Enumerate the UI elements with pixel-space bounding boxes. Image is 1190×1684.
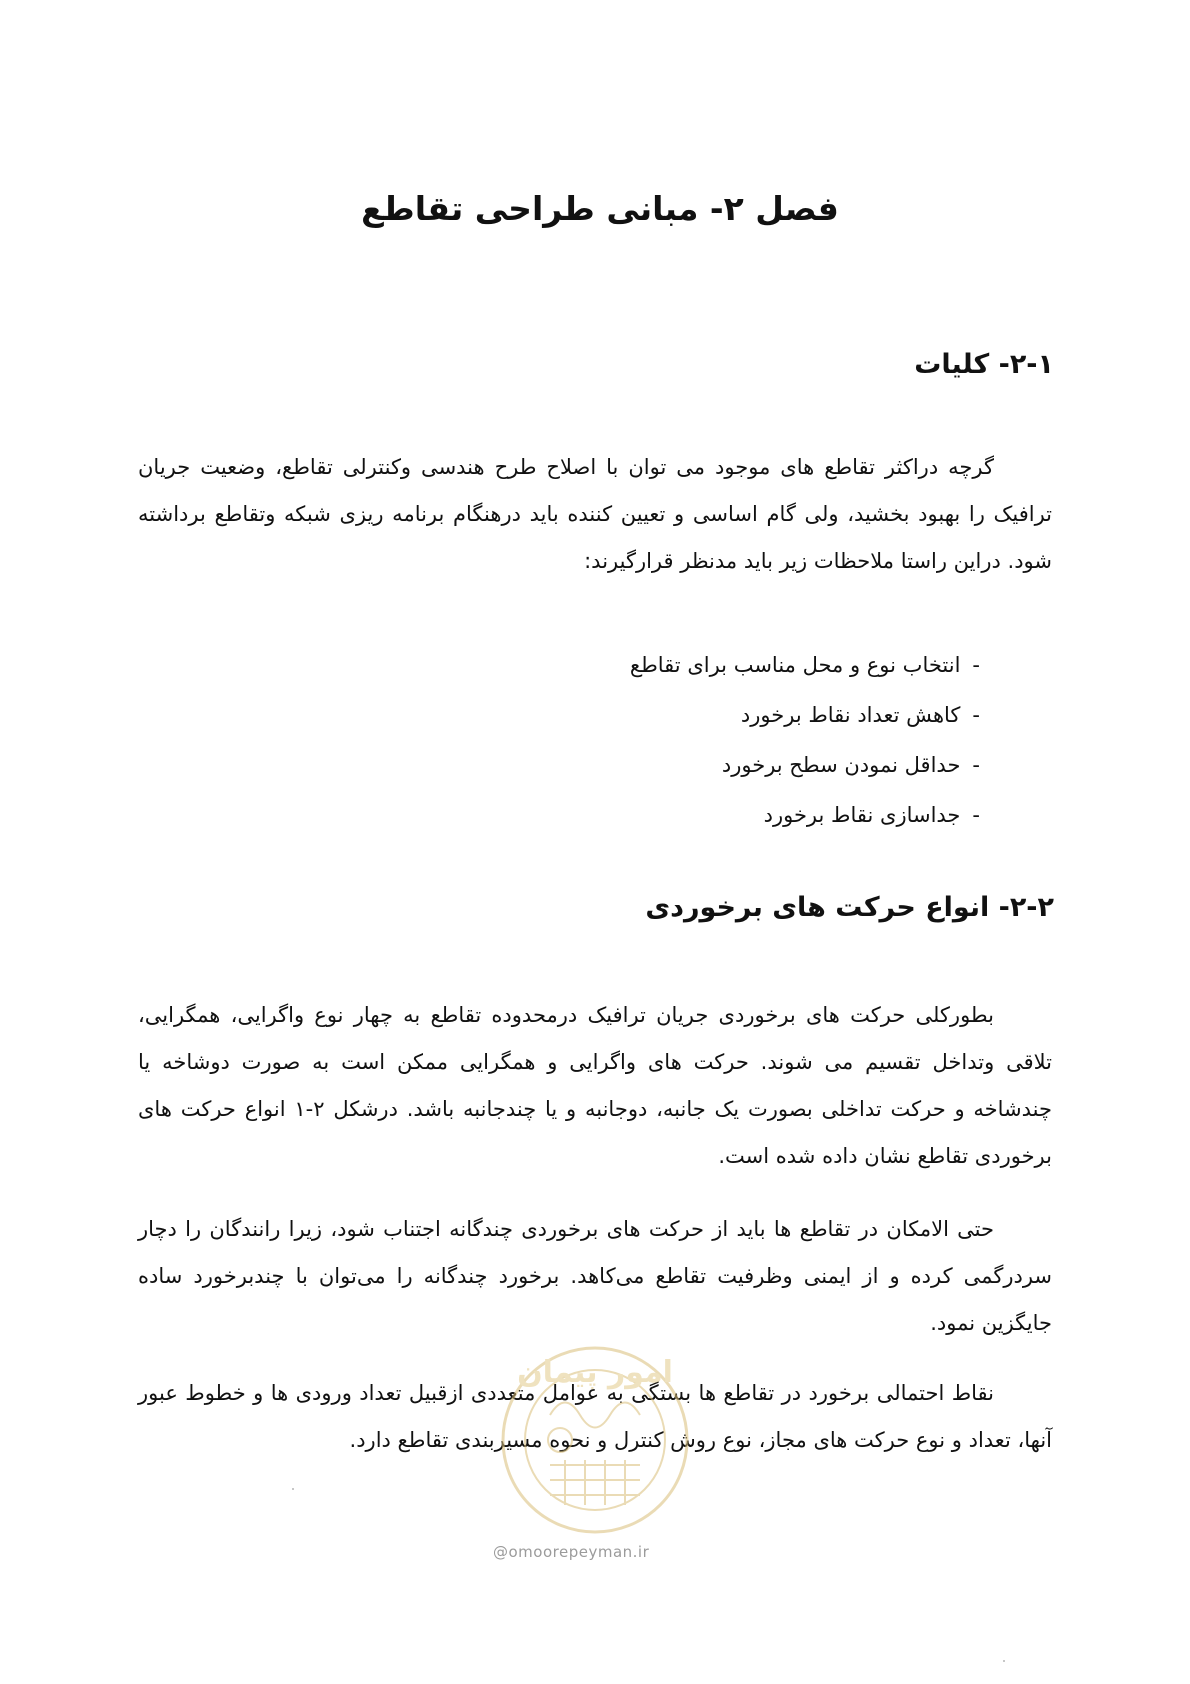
- watermark-logo: [490, 1320, 700, 1550]
- list-item-text: کاهش تعداد نقاط برخورد: [740, 703, 961, 727]
- list-item: [630, 640, 980, 690]
- paragraph-text: حتی الامکان در تقاطع ها باید از حرکت های برخوردی چندگانه اجتناب شود، زیرا رانندگان را دچار سردرگمی کرده و از ایمنی وظرفیت تقاطع می‌کاهد. برخورد چندگانه را می‌توان با چندبرخورد ساده جایگزین نمود.: [138, 1217, 1052, 1335]
- chapter-title: فصل ۲- مبانی طراحی تقاطع: [361, 189, 839, 228]
- section-2-paragraph-1: [138, 992, 1052, 1180]
- paragraph-text: بطورکلی حرکت های برخوردی جریان ترافیک درمحدوده تقاطع به چهار نوع واگرایی، همگرایی، تلاقی وتداخل تقسیم می شوند. حرکت های واگرایی و همگرایی ممکن است به صورت دوشاخه یا چندشاخه و حرکت تداخلی بصورت یک جانبه، دوجانبه و یا چندجانبه باشد. درشکل ۲-۱ انواع حرکت های برخوردی تقاطع نشان داده شده است.: [138, 1003, 1052, 1168]
- paragraph-text: گرچه دراکثر تقاطع های موجود می توان با اصلاح طرح هندسی وکنترلی تقاطع، وضعیت جریان ترافیک را بهبود بخشید، ولی گام اساسی و تعیین کننده باید درهنگام برنامه ریزی شبکه وتقاطع برداشته شود. دراین راستا ملاحظات زیر باید مدنظر قرارگیرند:: [138, 455, 1052, 573]
- section-2-heading: ۲-۲- انواع حرکت های برخوردی: [645, 892, 1054, 923]
- considerations-list: [630, 640, 980, 840]
- logo-gear: [548, 1428, 572, 1452]
- logo-text: امور پیمان: [517, 1355, 673, 1390]
- bullet-dash: -: [972, 653, 980, 677]
- section-1-heading: ۲-۱- کلیات: [914, 349, 1054, 380]
- paragraph-text: نقاط احتمالی برخورد در تقاطع ها بستگی به عوامل متعددی ازقبیل تعداد ورودی ها و خطوط عبور آنها، تعداد و نوع حرکت های مجاز، نوع روش کنترل و نحوه مسیربندی تقاطع دارد.: [138, 1381, 1052, 1452]
- list-item-text: انتخاب نوع و محل مناسب برای تقاطع: [629, 653, 961, 677]
- list-item-text: جداسازی نقاط برخورد: [763, 803, 961, 827]
- bullet-dash: -: [972, 703, 980, 727]
- section-1-paragraph: [138, 444, 1052, 585]
- list-item-text: حداقل نمودن سطح برخورد: [721, 753, 961, 777]
- watermark-handle: @omoorepeyman.ir: [493, 1543, 650, 1561]
- list-item: [630, 790, 980, 840]
- scan-speck: [292, 1488, 294, 1490]
- bullet-dash: -: [972, 753, 980, 777]
- scan-speck: [1003, 1660, 1005, 1662]
- list-item: [630, 740, 980, 790]
- logo-grid: [550, 1460, 640, 1505]
- logo-inner-ring: [525, 1370, 665, 1510]
- list-item: [630, 690, 980, 740]
- logo-gear-arc: [550, 1403, 640, 1428]
- bullet-dash: -: [972, 803, 980, 827]
